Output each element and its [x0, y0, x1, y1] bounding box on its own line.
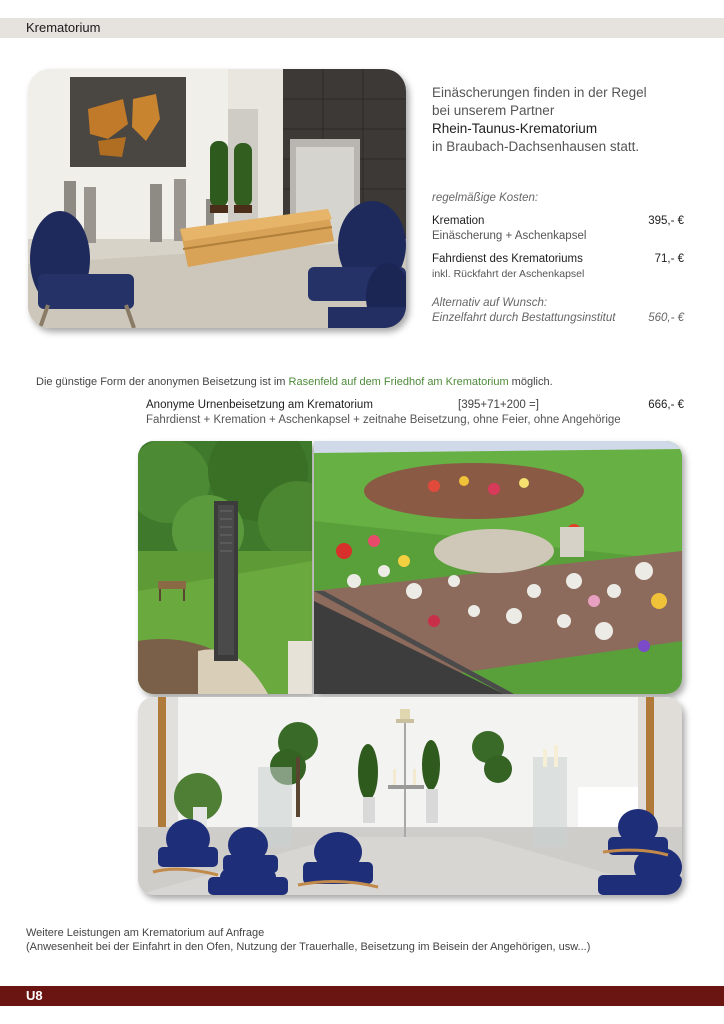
anonymous-burial-cost — [146, 398, 684, 428]
page-title: Krematorium — [26, 20, 101, 35]
intro-line-1: Einäscherungen finden in der Regel — [432, 85, 647, 100]
cost-price: 71,- € — [654, 253, 684, 265]
memorial-stele-photo — [138, 441, 312, 694]
alternative-price: 560,- € — [648, 312, 684, 324]
crematorium-hall-photo — [28, 69, 406, 328]
cost-label: Fahrdienst des Krematoriums — [432, 253, 583, 265]
anonymous-label: Anonyme Urnenbeisetzung am Krematorium — [146, 399, 373, 411]
alternative-heading: Alternativ auf Wunsch: — [432, 297, 548, 309]
cost-price: 395,- € — [648, 215, 684, 227]
cost-description: inkl. Rückfahrt der Aschenkapsel — [432, 268, 585, 280]
bottom-bar — [0, 986, 724, 1006]
cost-label: Kremation — [432, 215, 485, 227]
anonymous-formula: [395+71+200 =] — [458, 399, 539, 411]
anonymous-description: Fahrdienst + Kremation + Aschenkapsel + zeitnahe Beisetzung, ohne Feier, ohne Angehörige — [146, 414, 621, 426]
cost-item-fahrdienst — [432, 252, 684, 282]
urn-field-flowers-photo — [314, 441, 682, 694]
intro-line-4: in Braubach-Dachsenhausen statt. — [432, 139, 640, 154]
sentence-highlight: Rasenfeld auf dem Friedhof am Krematorium — [288, 376, 509, 388]
footer-note — [26, 926, 590, 954]
cost-item-kremation — [432, 214, 684, 244]
alternative-cost — [432, 296, 684, 326]
footer-note-line-2: (Anwesenheit bei der Einfahrt in den Ofen, Nutzung der Trauerhalle, Beisetzung im Beisein der Angehörigen, usw...) — [26, 941, 591, 953]
intro-text — [432, 84, 702, 156]
anonymous-price: 666,- € — [648, 399, 684, 411]
intro-line-2: bei unserem Partner — [432, 103, 555, 118]
costs-heading: regelmäßige Kosten: — [432, 192, 539, 204]
mourning-hall-photo — [138, 697, 682, 895]
footer-note-line-1: Weitere Leistungen am Krematorium auf Anfrage — [26, 927, 265, 939]
page-number: U8 — [26, 988, 43, 1003]
sentence-end: möglich. — [508, 376, 553, 388]
cost-description: Einäscherung + Aschenkapsel — [432, 230, 587, 242]
header-bar — [0, 18, 724, 38]
alternative-label: Einzelfahrt durch Bestattungsinstitut — [432, 312, 616, 324]
sentence-start: Die günstige Form der anonymen Beisetzung ist im — [36, 376, 289, 388]
partner-name: Rhein-Taunus-Krematorium — [432, 121, 598, 136]
costs-section — [432, 192, 684, 326]
anonymous-burial-sentence — [36, 376, 553, 388]
